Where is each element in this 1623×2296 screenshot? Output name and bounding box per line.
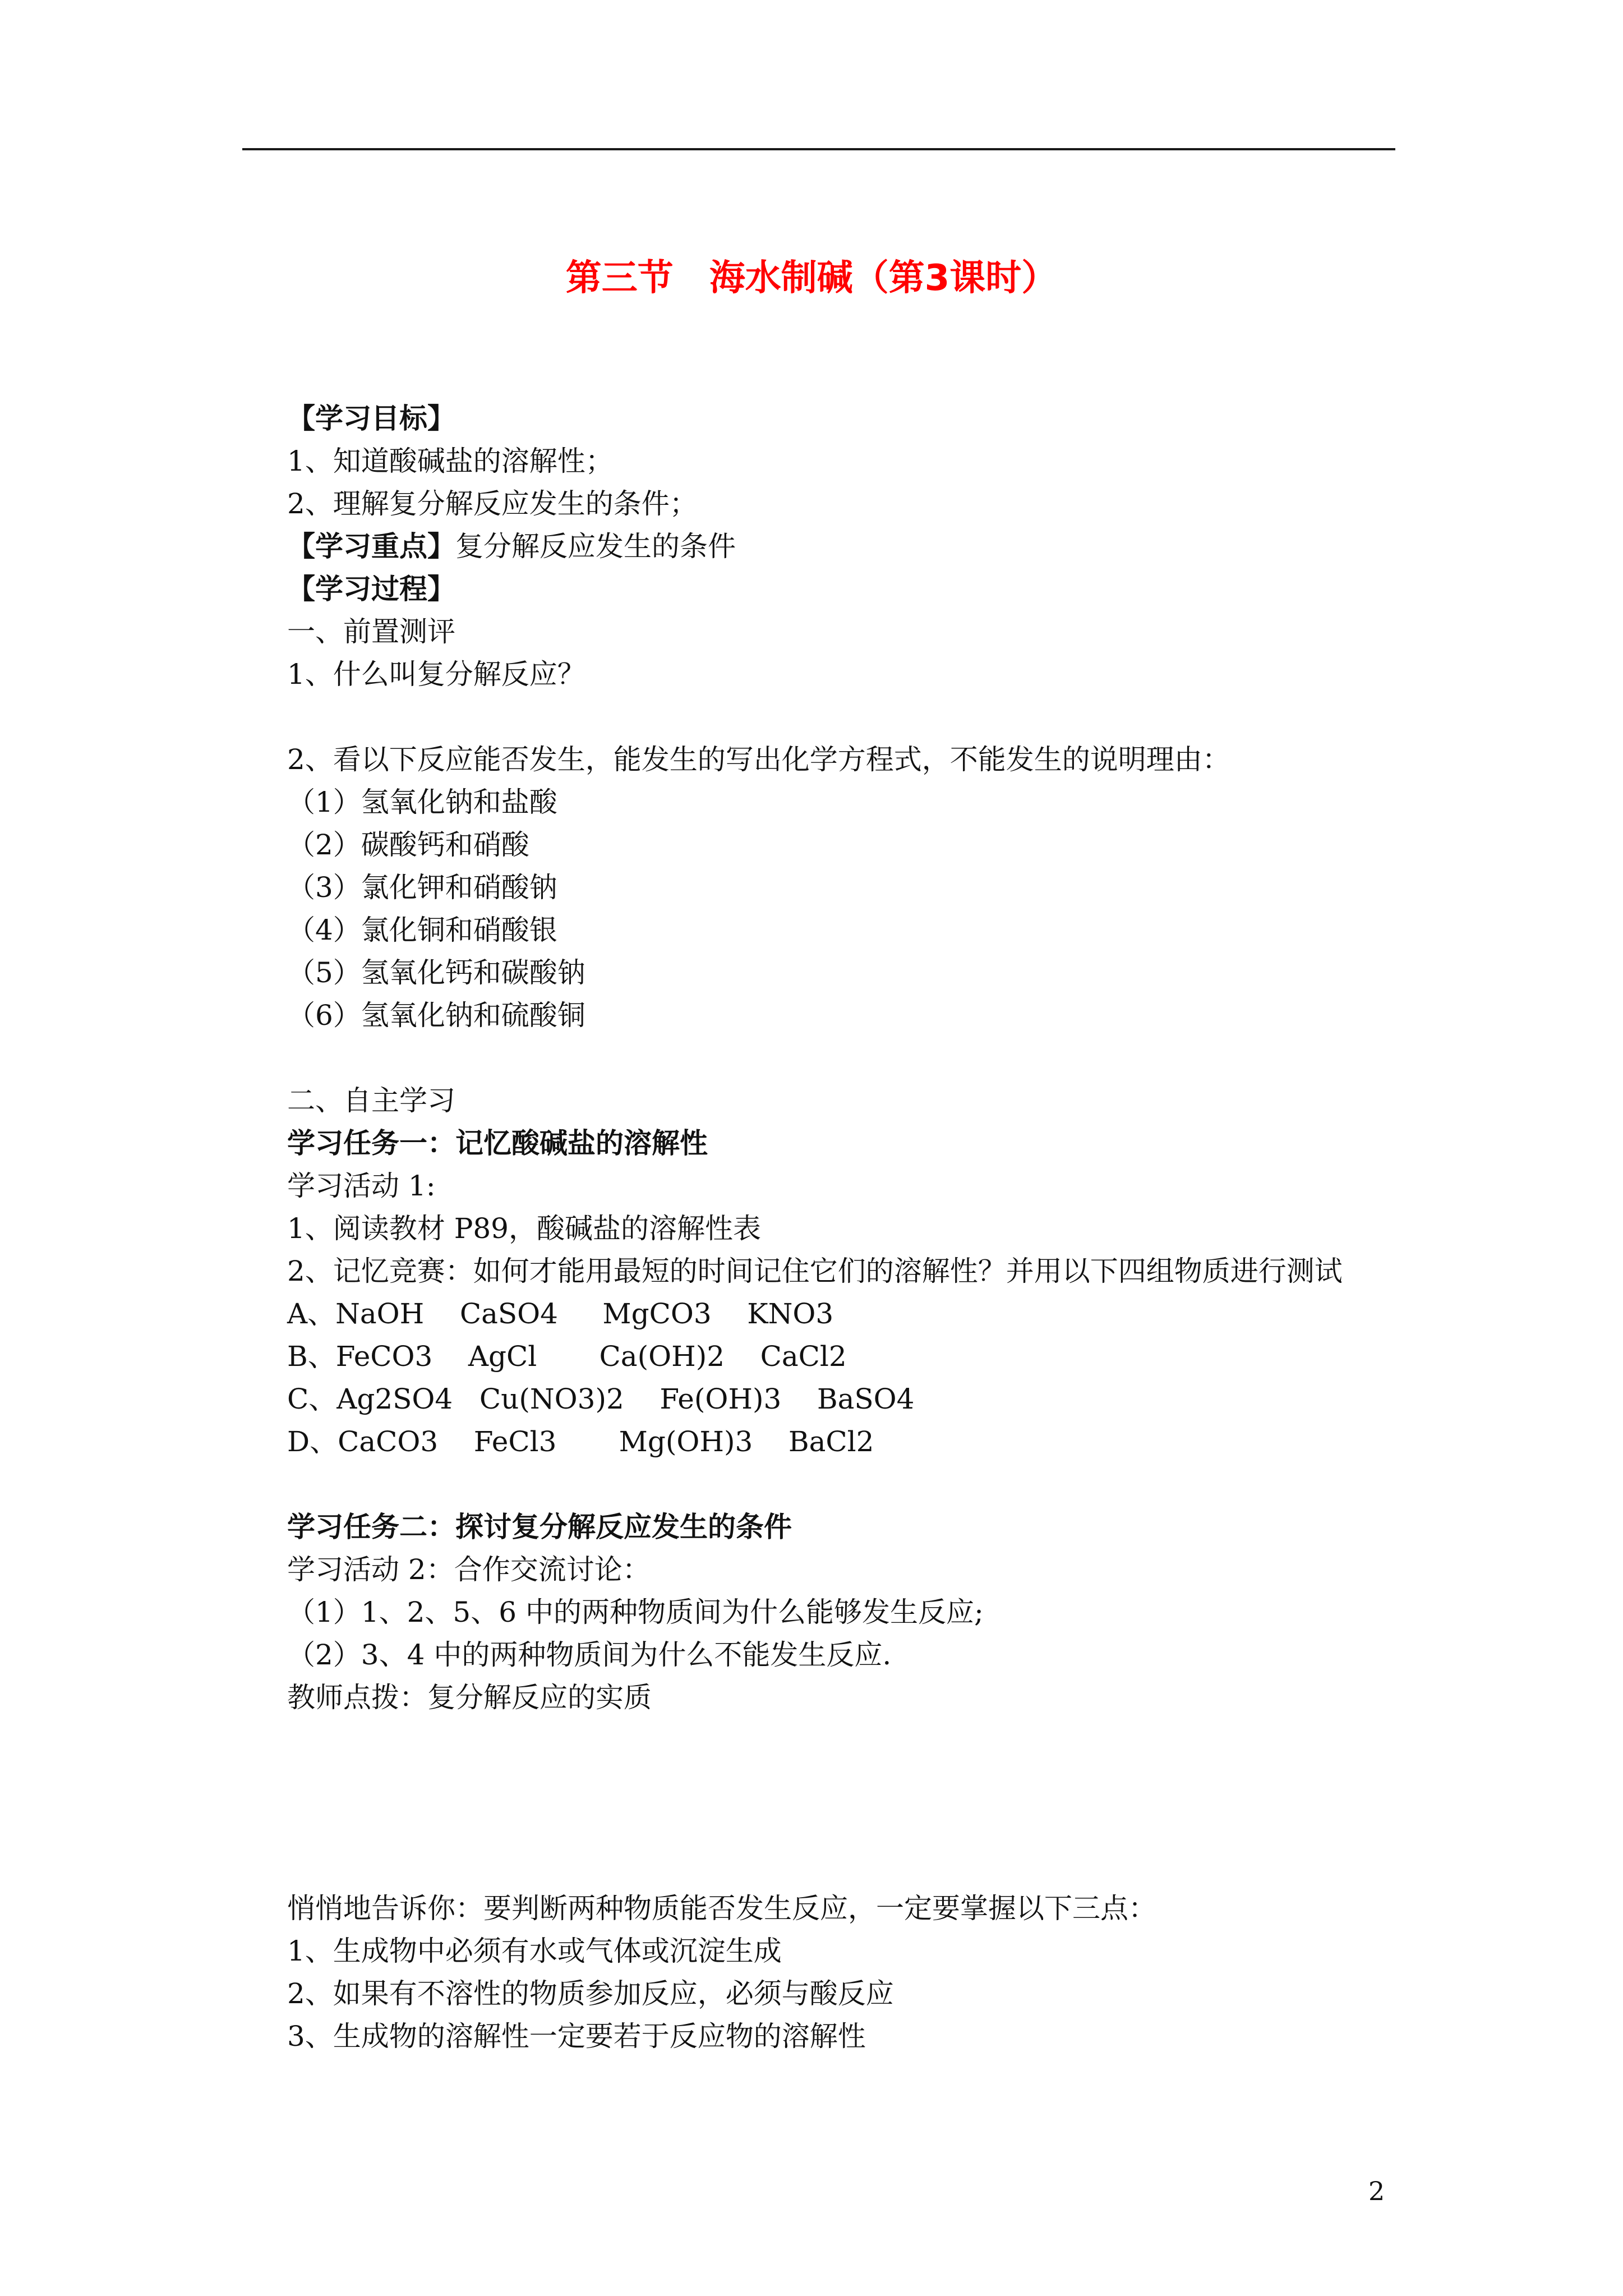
task1-title: 学习任务一：记忆酸碱盐的溶解性 [287, 1127, 708, 1159]
key-point-line [287, 525, 1409, 568]
page-title: 第三节 海水制碱（第3课时） [565, 257, 1058, 299]
section1-heading: 一、前置测评 [287, 615, 455, 648]
tips-intro: 悄悄地告诉你：要判断两种物质能否发生反应，一定要掌握以下三点： [287, 1892, 1156, 1925]
question-2: 2、看以下反应能否发生，能发生的写出化学方程式，不能发生的说明理由： [287, 743, 1230, 776]
task1-step: 2、记忆竞赛：如何才能用最短的时间记住它们的溶解性？并用以下四组物质进行测试 [287, 1255, 1343, 1287]
teacher-note: 教师点拨：复分解反应的实质 [287, 1681, 652, 1714]
objective-item: 1、知道酸碱盐的溶解性； [287, 445, 614, 477]
reaction-item: （2）碳酸钙和硝酸 [287, 829, 529, 861]
reaction-item: （1）氢氧化钠和盐酸 [287, 786, 557, 818]
process-heading: 【学习过程】 [287, 573, 455, 605]
substance-group: A、NaOH CaSO4 MgCO3 KNO3 [287, 1297, 834, 1330]
spacer [287, 1719, 1409, 1887]
reaction-item: （4）氯化铜和硝酸银 [287, 914, 557, 946]
tip-point: 2、如果有不溶性的物质参加反应，必须与酸反应 [287, 1977, 894, 2010]
reaction-item: （3）氯化钾和硝酸钠 [287, 871, 557, 904]
task2-question: （2）3、4 中的两种物质间为什么不能发生反应. [287, 1639, 892, 1671]
document-body [287, 397, 1409, 2058]
objectives-heading: 【学习目标】 [287, 402, 455, 435]
reaction-item: （6）氢氧化钠和硫酸铜 [287, 999, 585, 1032]
key-point-text: 复分解反应发生的条件 [455, 530, 736, 563]
substance-group: C、Ag2SO4 Cu(NO3)2 Fe(OH)3 BaSO4 [287, 1383, 915, 1415]
section2-heading: 二、自主学习 [287, 1084, 455, 1117]
objective-item: 2、理解复分解反应发生的条件； [287, 487, 698, 520]
tip-point: 1、生成物中必须有水或气体或沉淀生成 [287, 1935, 782, 1967]
task2-question: （1）1、2、5、6 中的两种物质间为什么能够发生反应; [287, 1596, 984, 1628]
page-number: 2 [1368, 2176, 1385, 2206]
question-1: 1、什么叫复分解反应？ [287, 658, 585, 691]
key-point-label: 【学习重点】 [287, 530, 455, 563]
header-rule [242, 148, 1395, 150]
task2-activity: 学习活动 2：合作交流讨论： [287, 1553, 651, 1586]
spacer [287, 1463, 1409, 1506]
tip-point: 3、生成物的溶解性一定要若于反应物的溶解性 [287, 2020, 866, 2053]
substance-group: B、FeCO3 AgCl Ca(OH)2 CaCl2 [287, 1340, 847, 1373]
task1-step: 1、阅读教材 P89，酸碱盐的溶解性表 [287, 1212, 761, 1245]
spacer [287, 1037, 1409, 1079]
task1-activity: 学习活动 1: [287, 1170, 436, 1202]
spacer [287, 696, 1409, 738]
substance-group: D、CaCO3 FeCl3 Mg(OH)3 BaCl2 [287, 1425, 874, 1458]
reaction-item: （5）氢氧化钙和碳酸钠 [287, 956, 585, 989]
task2-title: 学习任务二：探讨复分解反应发生的条件 [287, 1511, 792, 1543]
